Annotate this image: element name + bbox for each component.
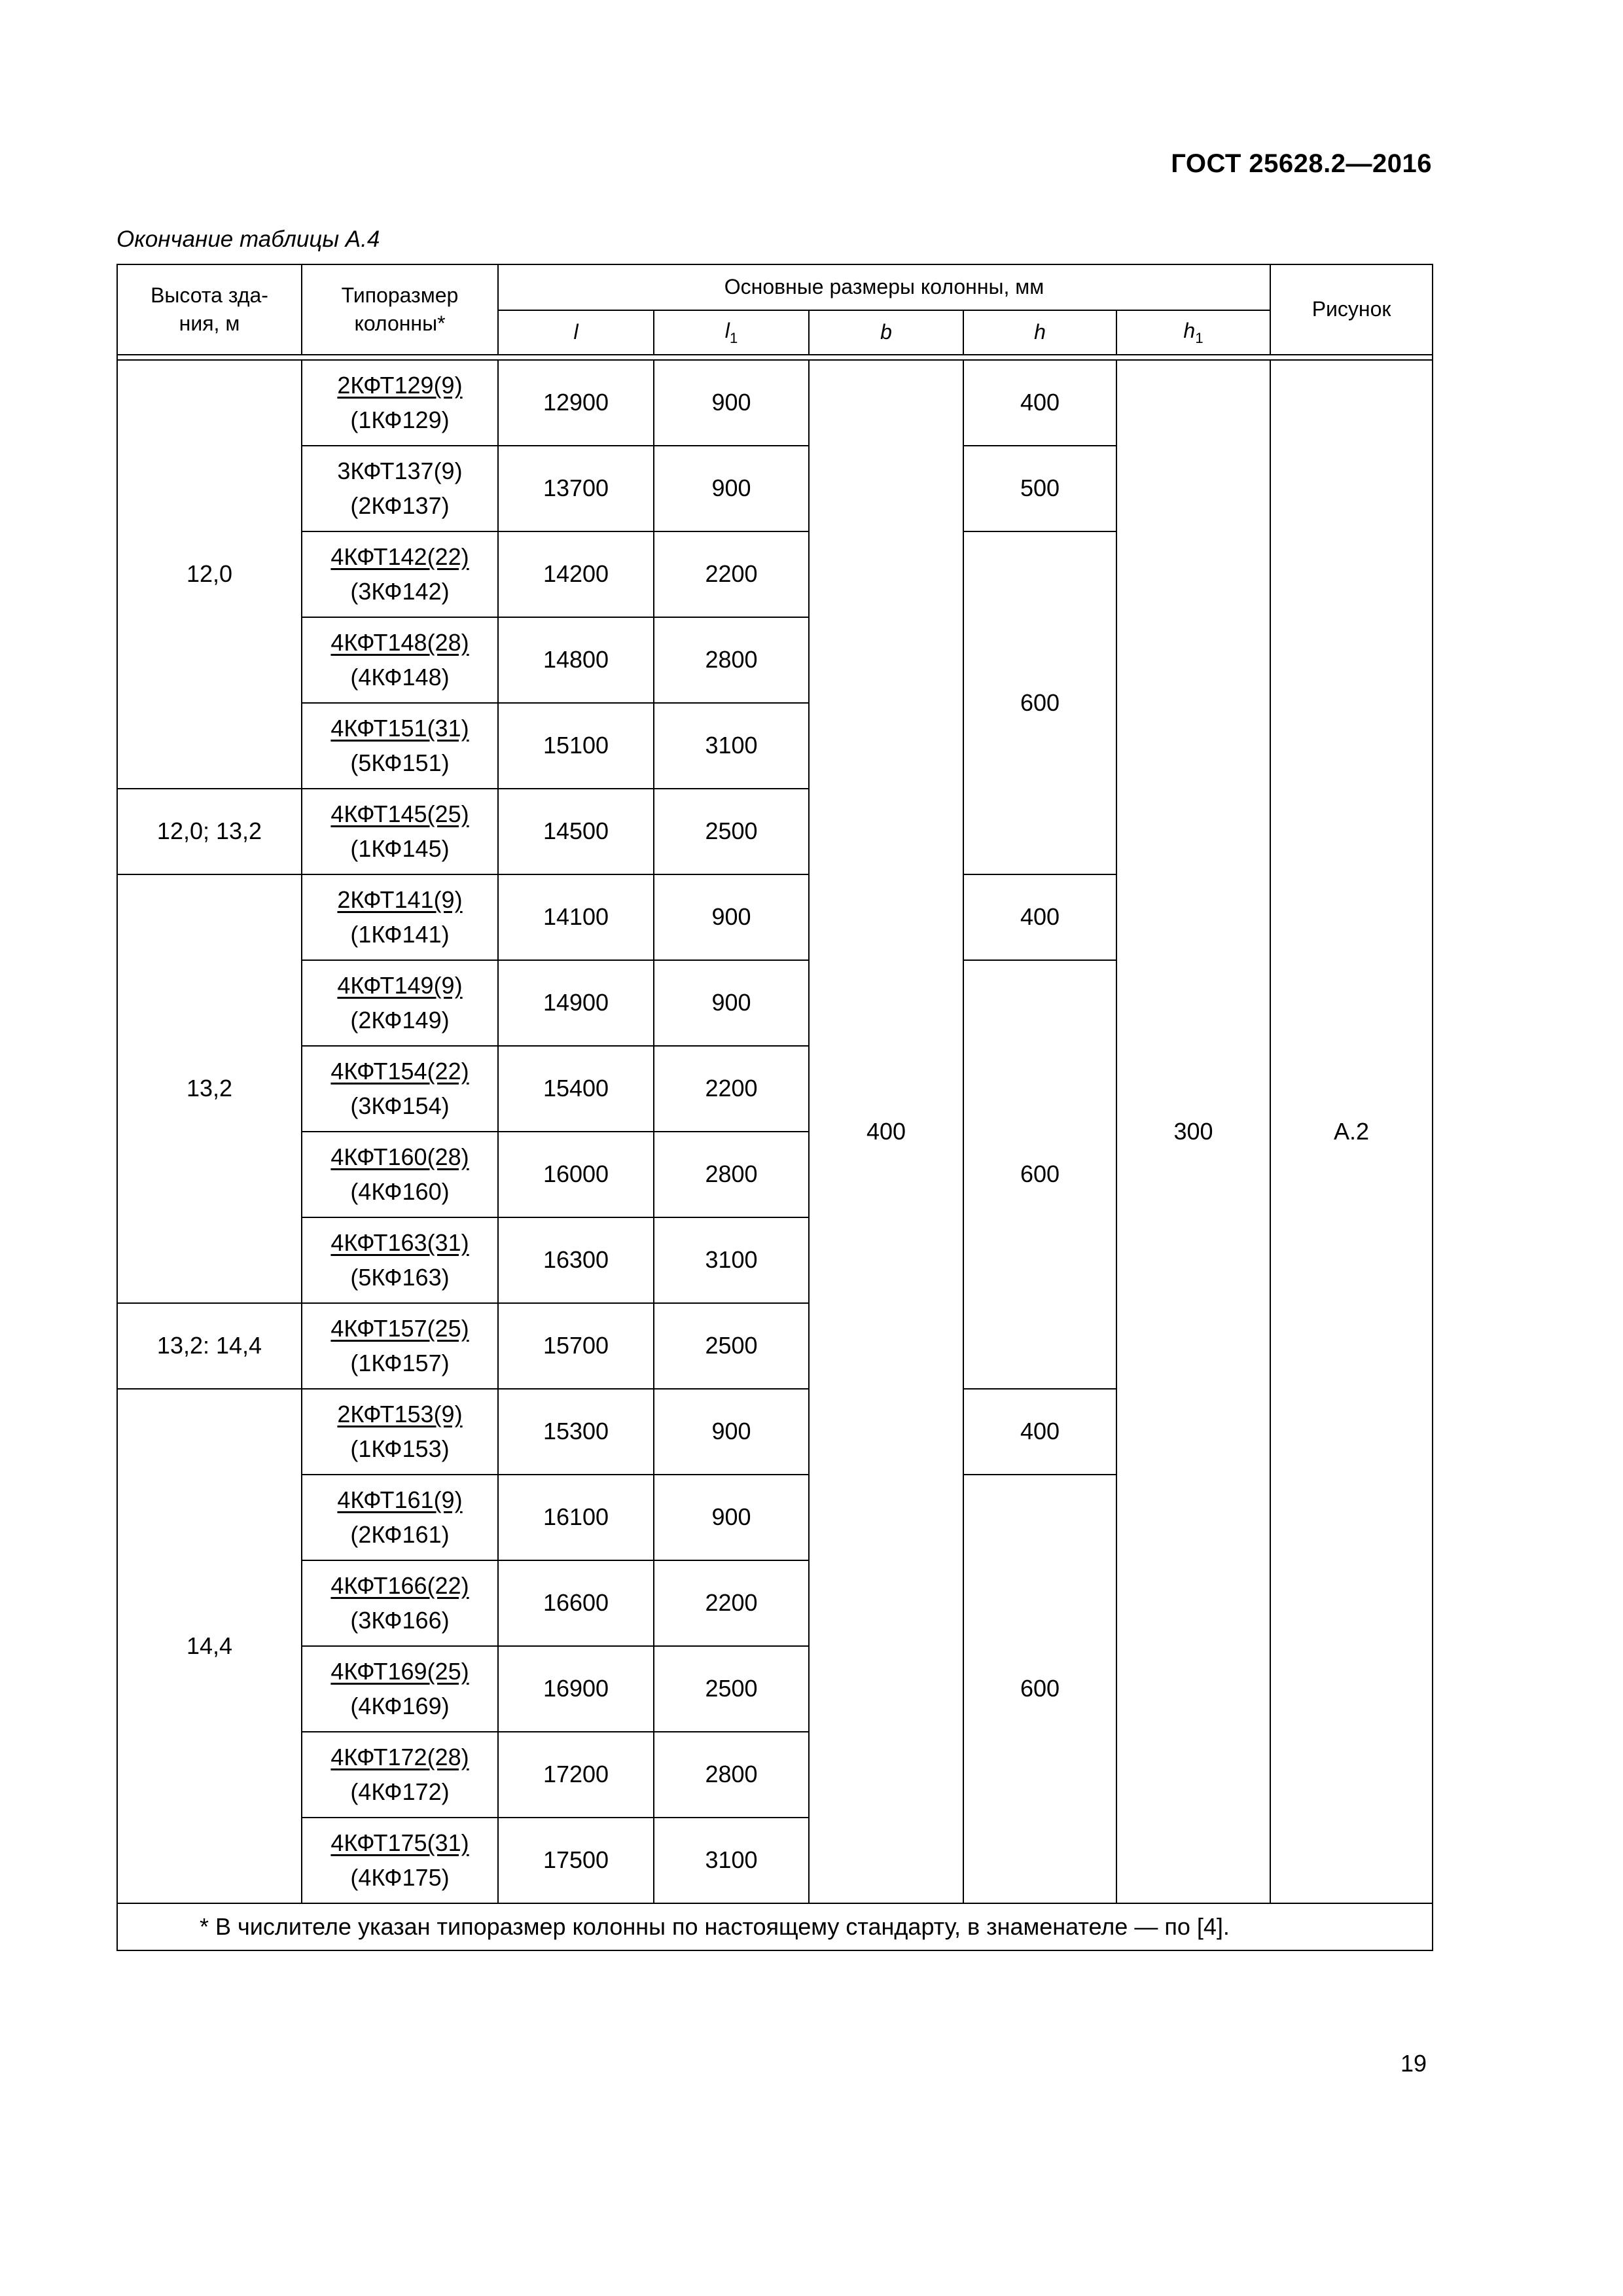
header-h1: $h_1$ xyxy=(1116,310,1270,355)
l-cell: 14500 xyxy=(498,789,654,874)
l1-cell: 2800 xyxy=(654,1132,809,1217)
type-cell: 4КФТ172(28) (4КФ172) xyxy=(302,1732,498,1818)
type-cell: 2КФТ153(9) (1КФ153) xyxy=(302,1389,498,1475)
header-main-dimensions: Основные размеры колонны, мм xyxy=(498,264,1270,310)
header-h: h xyxy=(963,310,1116,355)
table-footnote: * В числителе указан типоразмер колонны по настоящему стандарту, в знаменателе — по [4]. xyxy=(117,1903,1433,1950)
l1-cell: 2800 xyxy=(654,1732,809,1818)
type-cell: 4КФТ149(9) (2КФ149) xyxy=(302,960,498,1046)
l-cell: 14100 xyxy=(498,874,654,960)
l-cell: 15100 xyxy=(498,703,654,789)
header-building-height: Высота зда- ния, м xyxy=(117,264,302,355)
type-cell: 4КФТ175(31) (4КФ175) xyxy=(302,1818,498,1903)
type-cell: 2КФТ129(9) (1КФ129) xyxy=(302,360,498,446)
l1-cell: 2200 xyxy=(654,531,809,617)
h-cell: 600 xyxy=(963,531,1116,874)
l-cell: 14800 xyxy=(498,617,654,703)
height-cell: 12,0; 13,2 xyxy=(117,789,302,874)
table-caption: Окончание таблицы А.4 xyxy=(116,226,380,252)
type-cell: 2КФТ141(9) (1КФ141) xyxy=(302,874,498,960)
h-cell: 400 xyxy=(963,360,1116,446)
columns-table xyxy=(116,264,1433,1951)
type-cell: 4КФТ160(28) (4КФ160) xyxy=(302,1132,498,1217)
figure-cell: А.2 xyxy=(1270,360,1433,1903)
height-cell: 14,4 xyxy=(117,1389,302,1903)
l1-cell: 2800 xyxy=(654,617,809,703)
l-cell: 14900 xyxy=(498,960,654,1046)
l-cell: 15300 xyxy=(498,1389,654,1475)
l-cell: 16600 xyxy=(498,1560,654,1646)
header-separator xyxy=(117,355,1433,360)
type-cell: 4КФТ166(22) (3КФ166) xyxy=(302,1560,498,1646)
l1-cell: 3100 xyxy=(654,703,809,789)
l-cell: 15400 xyxy=(498,1046,654,1132)
l-cell: 16300 xyxy=(498,1217,654,1303)
l-cell: 17500 xyxy=(498,1818,654,1903)
h1-cell: 300 xyxy=(1116,360,1270,1903)
header-figure: Рисунок xyxy=(1270,264,1433,355)
height-cell: 13,2 xyxy=(117,874,302,1303)
type-cell: 4КФТ157(25) (1КФ157) xyxy=(302,1303,498,1389)
l1-cell: 900 xyxy=(654,360,809,446)
b-cell: 400 xyxy=(809,360,963,1903)
h-cell: 400 xyxy=(963,1389,1116,1475)
header-l: l xyxy=(498,310,654,355)
l-cell: 14200 xyxy=(498,531,654,617)
l-cell: 17200 xyxy=(498,1732,654,1818)
h-cell: 600 xyxy=(963,960,1116,1389)
l1-cell: 900 xyxy=(654,446,809,531)
page-number: 19 xyxy=(1400,2050,1427,2077)
l-cell: 12900 xyxy=(498,360,654,446)
l1-cell: 900 xyxy=(654,1389,809,1475)
header-b: b xyxy=(809,310,963,355)
type-cell: 4КФТ148(28) (4КФ148) xyxy=(302,617,498,703)
header-column-type: Типоразмер колонны* xyxy=(302,264,498,355)
type-cell: 4КФТ151(31) (5КФ151) xyxy=(302,703,498,789)
type-cell: 3КФТ137(9) (2КФ137) xyxy=(302,446,498,531)
type-cell: 4КФТ169(25) (4КФ169) xyxy=(302,1646,498,1732)
l1-cell: 3100 xyxy=(654,1217,809,1303)
document-code: ГОСТ 25628.2—2016 xyxy=(1171,149,1432,178)
l1-cell: 3100 xyxy=(654,1818,809,1903)
l1-cell: 2500 xyxy=(654,1646,809,1732)
header-l1: $l_1$ xyxy=(654,310,809,355)
l1-cell: 2200 xyxy=(654,1560,809,1646)
l1-cell: 2500 xyxy=(654,789,809,874)
type-cell: 4КФТ154(22) (3КФ154) xyxy=(302,1046,498,1132)
l-cell: 16900 xyxy=(498,1646,654,1732)
h-cell: 600 xyxy=(963,1475,1116,1903)
l1-cell: 900 xyxy=(654,874,809,960)
type-cell: 4КФТ142(22) (3КФ142) xyxy=(302,531,498,617)
l1-cell: 900 xyxy=(654,1475,809,1560)
l-cell: 16000 xyxy=(498,1132,654,1217)
type-cell: 4КФТ145(25) (1КФ145) xyxy=(302,789,498,874)
l1-cell: 2500 xyxy=(654,1303,809,1389)
type-cell: 4КФТ163(31) (5КФ163) xyxy=(302,1217,498,1303)
l1-cell: 900 xyxy=(654,960,809,1046)
height-cell: 13,2: 14,4 xyxy=(117,1303,302,1389)
l1-cell: 2200 xyxy=(654,1046,809,1132)
l-cell: 13700 xyxy=(498,446,654,531)
table-row xyxy=(117,360,1433,446)
h-cell: 500 xyxy=(963,446,1116,531)
type-cell: 4КФТ161(9) (2КФ161) xyxy=(302,1475,498,1560)
height-cell: 12,0 xyxy=(117,360,302,789)
l-cell: 15700 xyxy=(498,1303,654,1389)
l-cell: 16100 xyxy=(498,1475,654,1560)
h-cell: 400 xyxy=(963,874,1116,960)
